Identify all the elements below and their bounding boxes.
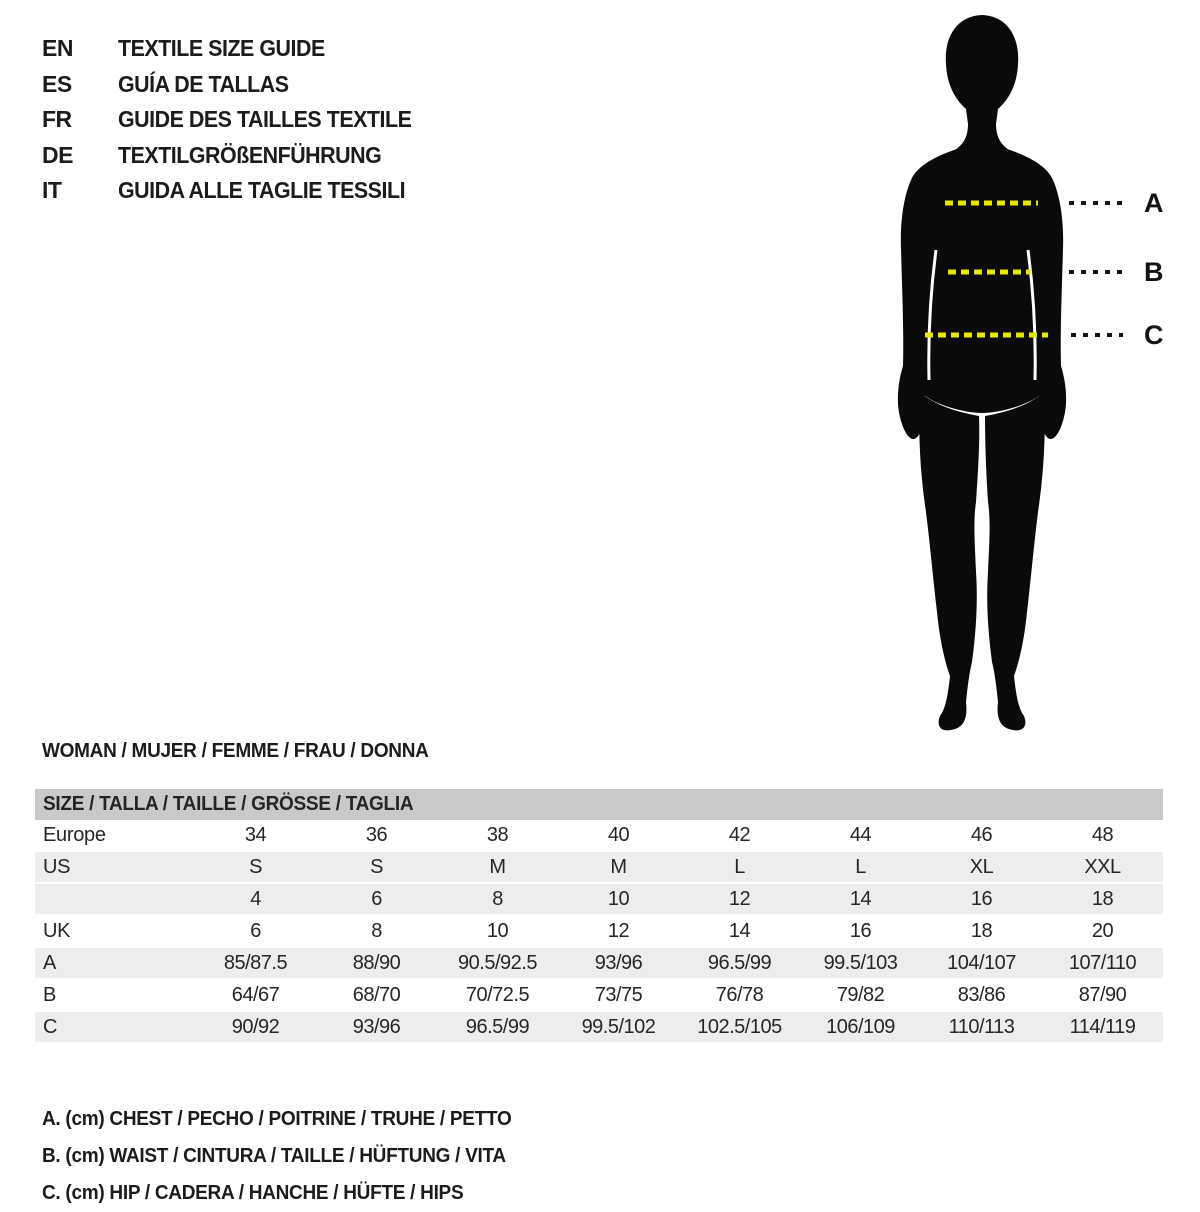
woman-body-silhouette [898,15,1066,730]
size-cell: XL [969,856,994,878]
size-cell: 79/82 [836,984,885,1006]
silhouette-svg [857,0,1200,745]
language-row-es [42,67,434,103]
size-table [35,789,1163,1044]
size-cell: 18 [1091,888,1114,910]
size-cell: 18 [970,920,993,942]
size-cell: 36 [365,824,388,846]
size-cell: 96.5/99 [707,952,772,974]
row-label: UK [43,920,71,942]
size-cell: 8 [371,920,382,942]
row-label: C [43,1016,58,1038]
guide-title: GUÍA DE TALLAS [118,70,289,97]
size-cell: 64/67 [231,984,280,1006]
language-code: DE [42,141,73,168]
size-cell: 83/86 [957,984,1006,1006]
size-cell: 106/109 [826,1016,895,1038]
language-code: FR [42,106,72,132]
size-cell: 10 [607,888,630,910]
size-cell: 102.5/105 [697,1016,782,1038]
size-cell: 99.5/103 [823,952,898,974]
guide-title: GUIDE DES TAILLES TEXTILE [118,106,412,132]
size-cell: 104/107 [947,952,1016,974]
guide-title: TEXTILE SIZE GUIDE [118,35,325,61]
marker-label-hip: C [1144,320,1164,350]
size-table-rows [35,820,1163,1044]
row-label: B [43,984,57,1006]
size-cell: 90.5/92.5 [458,952,537,974]
size-cell: 93/96 [594,952,643,974]
woman-silhouette-figure [857,0,1200,745]
size-cell: 14 [728,920,751,942]
language-row-de [42,138,434,174]
size-cell: 73/75 [594,984,643,1006]
size-table-header [35,789,1163,820]
language-row-en [42,31,434,67]
table-row-europe [35,820,1163,852]
size-cell: 107/110 [1068,952,1137,974]
size-cell: 16 [970,888,993,910]
gender-section-title: WOMAN / MUJER / FEMME / FRAU / DONNA [42,740,429,762]
size-cell: S [249,856,262,878]
size-cell: 16 [849,920,872,942]
size-cell: L [855,856,866,878]
size-cell: 88/90 [352,952,401,974]
language-row-fr [42,102,434,138]
size-cell: 4 [250,888,261,910]
table-row-a [35,948,1163,980]
size-cell: 44 [849,824,872,846]
size-cell: 40 [607,824,630,846]
size-cell: 114/119 [1069,1016,1136,1038]
size-cell: 70/72.5 [465,984,530,1006]
table-row-us [35,852,1163,884]
table-row-uk [35,916,1163,948]
size-cell: 76/78 [715,984,764,1006]
measurement-legend [42,1101,536,1212]
size-cell: 96.5/99 [465,1016,530,1038]
size-cell: 110/113 [948,1016,1015,1038]
size-cell: 38 [486,824,509,846]
size-cell: S [370,856,383,878]
size-cell: 6 [371,888,382,910]
size-cell: 99.5/102 [581,1016,656,1038]
table-row-us-numeric [35,884,1163,916]
size-cell: XXL [1084,856,1121,878]
size-cell: 8 [492,888,503,910]
size-cell: 46 [970,824,993,846]
size-cell: 68/70 [352,984,401,1006]
row-label [35,884,195,914]
row-label: A [43,952,57,974]
size-cell: 6 [250,920,261,942]
size-cell: 85/87.5 [223,952,288,974]
legend-line-chest: A. (cm) CHEST / PECHO / POITRINE / TRUHE / PETTO [42,1108,512,1130]
size-cell: 48 [1091,824,1114,846]
table-row-b [35,980,1163,1012]
size-cell: 90/92 [231,1016,280,1038]
size-cell: 12 [607,920,630,942]
language-title-list [42,31,434,209]
size-cell: 93/96 [352,1016,401,1038]
language-code: EN [42,35,73,61]
guide-title: GUIDA ALLE TAGLIE TESSILI [118,177,406,203]
legend-line-waist: B. (cm) WAIST / CINTURA / TAILLE / HÜFTUNG / VITA [42,1145,506,1167]
marker-label-waist: B [1144,257,1164,287]
size-cell: 34 [244,824,267,846]
legend-line-hip: C. (cm) HIP / CADERA / HANCHE / HÜFTE / HIPS [42,1182,464,1204]
row-label: Europe [43,824,106,846]
size-cell: L [734,856,745,878]
size-cell: 42 [728,824,751,846]
size-cell: M [489,856,506,878]
marker-label-chest: A [1144,188,1164,218]
size-cell: 20 [1091,920,1114,942]
size-cell: 14 [849,888,872,910]
language-row-it [42,173,434,209]
size-cell: 12 [728,888,751,910]
size-table-header-label: SIZE / TALLA / TAILLE / GRÖSSE / TAGLIA [43,793,414,815]
row-label: US [43,856,71,878]
language-code: IT [42,177,62,203]
size-cell: 10 [486,920,509,942]
table-row-c [35,1012,1163,1044]
guide-title: TEXTILGRÖßENFÜHRUNG [118,141,382,168]
size-cell: 87/90 [1078,984,1127,1006]
size-cell: M [610,856,627,878]
language-code: ES [42,70,72,97]
